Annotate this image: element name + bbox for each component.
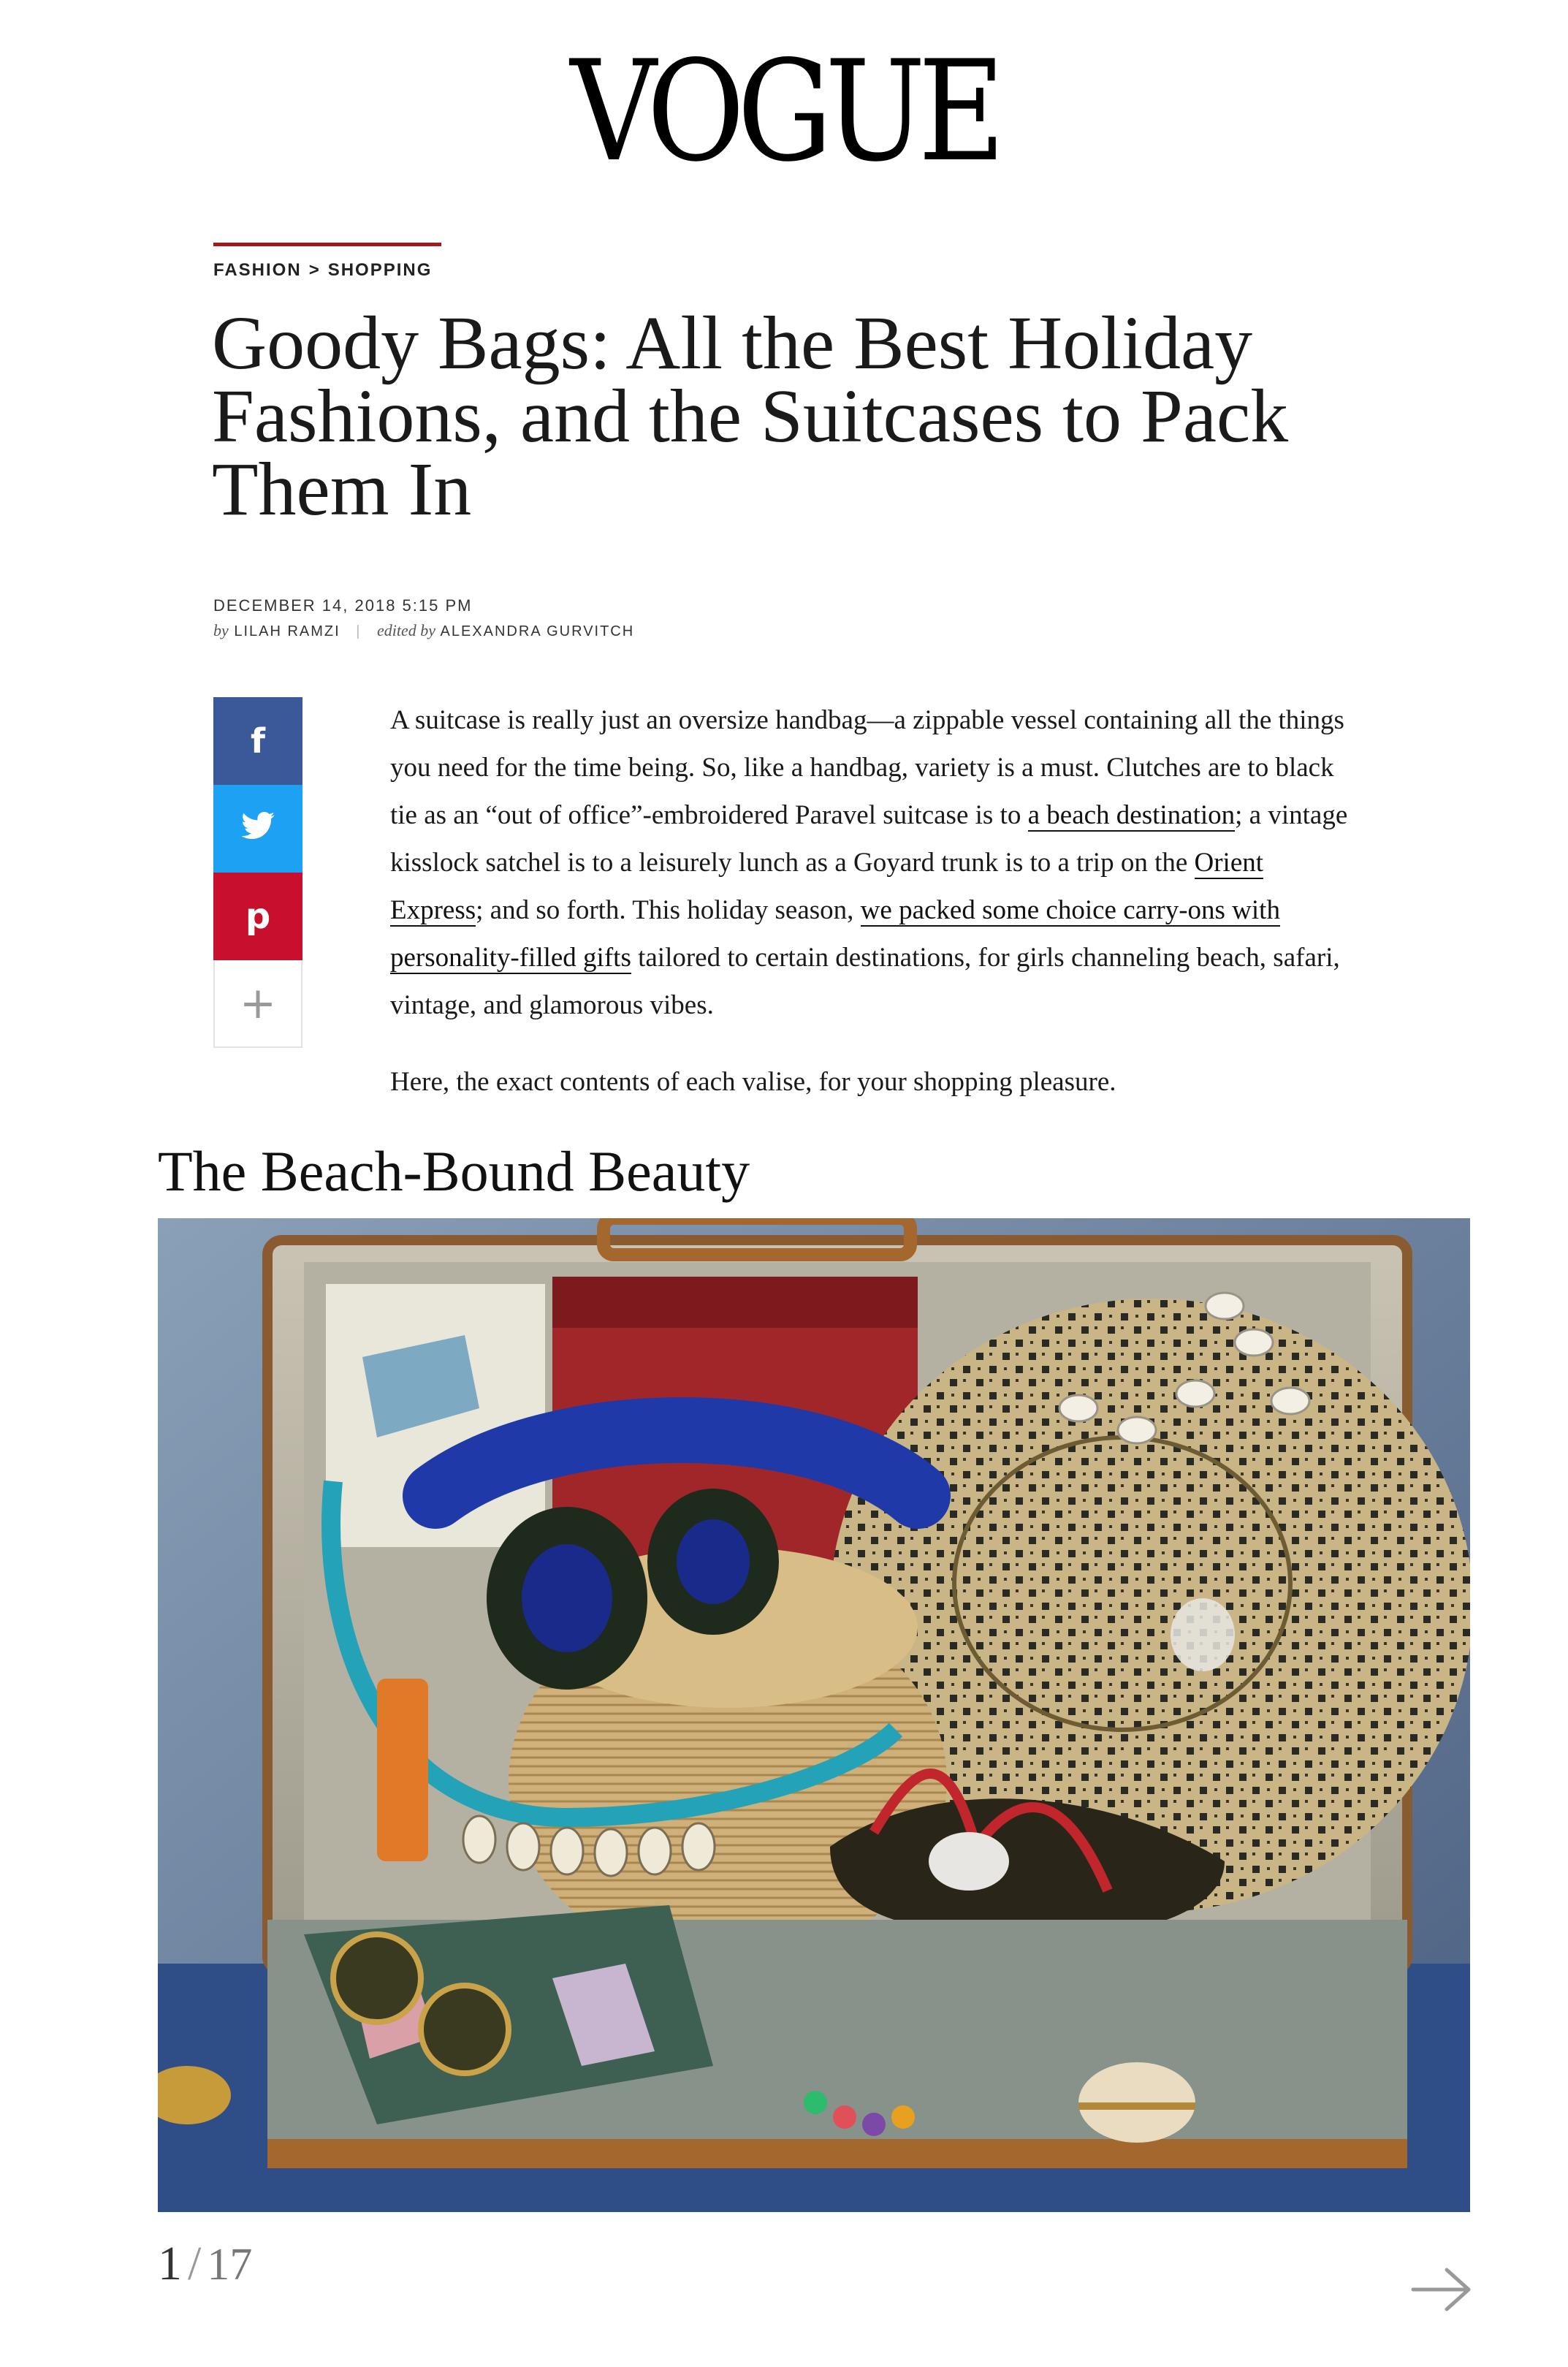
beach-destination-link[interactable]: a beach destination — [1027, 800, 1236, 830]
intro-text-1: A suitcase is really just an oversize handbag—a zippable vessel containing all the things you need for the time being. So, like a handbag, variety is a must. Clutches are to black tie as an “out of office”-embroidered Paravel suitcase is to — [390, 705, 1344, 830]
section-accent-rule — [213, 243, 441, 246]
article-body — [390, 696, 1362, 1106]
current-slide-number: 1 — [158, 2237, 182, 2290]
share-bar — [213, 697, 302, 1048]
article-title: Goody Bags: All the Best Holiday Fashions, and the Suitcases to Pack Them In — [212, 301, 1289, 531]
slide-counter — [158, 2236, 252, 2292]
carry-ons-gifts-link[interactable]: we packed some choice carry-ons with personality-filled gifts — [390, 895, 1280, 973]
edited-by-label: edited by — [377, 621, 436, 639]
facebook-icon: f — [250, 721, 265, 761]
total-slides: 17 — [207, 2240, 253, 2290]
plus-icon: + — [239, 978, 277, 1029]
intro-paragraph — [390, 696, 1362, 1029]
arrow-right-icon — [1409, 2306, 1474, 2318]
counter-separator: / — [188, 2237, 202, 2290]
pinterest-share-button[interactable] — [213, 873, 302, 960]
intro-text-3: ; and so forth. This holiday season, — [476, 895, 861, 925]
slide-title: The Beach-Bound Beauty — [158, 1139, 750, 1203]
slide-image[interactable] — [158, 1218, 1470, 2212]
by-label: by — [213, 621, 229, 639]
breadcrumb-fashion-link[interactable]: FASHION — [213, 260, 302, 280]
orient-express-link[interactable]: Orient Express — [390, 848, 1264, 925]
breadcrumb — [213, 260, 432, 281]
second-paragraph: Here, the exact contents of each valise, for your shopping pleasure. — [390, 1067, 1116, 1097]
author-link[interactable]: LILAH RAMZI — [234, 623, 340, 639]
packed-suitcase-illustration — [158, 1218, 1470, 2212]
intro-text-2: ; a vintage kisslock satchel is to a leisurely lunch as a Goyard trunk is to a trip on the — [390, 800, 1348, 878]
twitter-icon — [241, 810, 275, 848]
more-share-button[interactable] — [213, 960, 302, 1048]
facebook-share-button[interactable] — [213, 697, 302, 785]
vogue-logo[interactable]: VOGUE — [570, 31, 998, 192]
breadcrumb-shopping-link[interactable]: SHOPPING — [327, 260, 433, 280]
publish-date: DECEMBER 14, 2018 5:15 PM — [213, 596, 473, 615]
editor-link[interactable]: ALEXANDRA GURVITCH — [440, 623, 635, 639]
byline-divider: | — [356, 623, 362, 639]
intro-text-4: tailored to certain destinations, for girls channeling beach, safari, vintage, and glamorous vibes. — [390, 943, 1340, 1020]
byline — [213, 621, 634, 640]
pinterest-icon: p — [245, 896, 271, 937]
next-slide-button[interactable] — [1409, 2264, 1474, 2315]
twitter-share-button[interactable] — [213, 785, 302, 873]
breadcrumb-separator: > — [308, 260, 321, 280]
